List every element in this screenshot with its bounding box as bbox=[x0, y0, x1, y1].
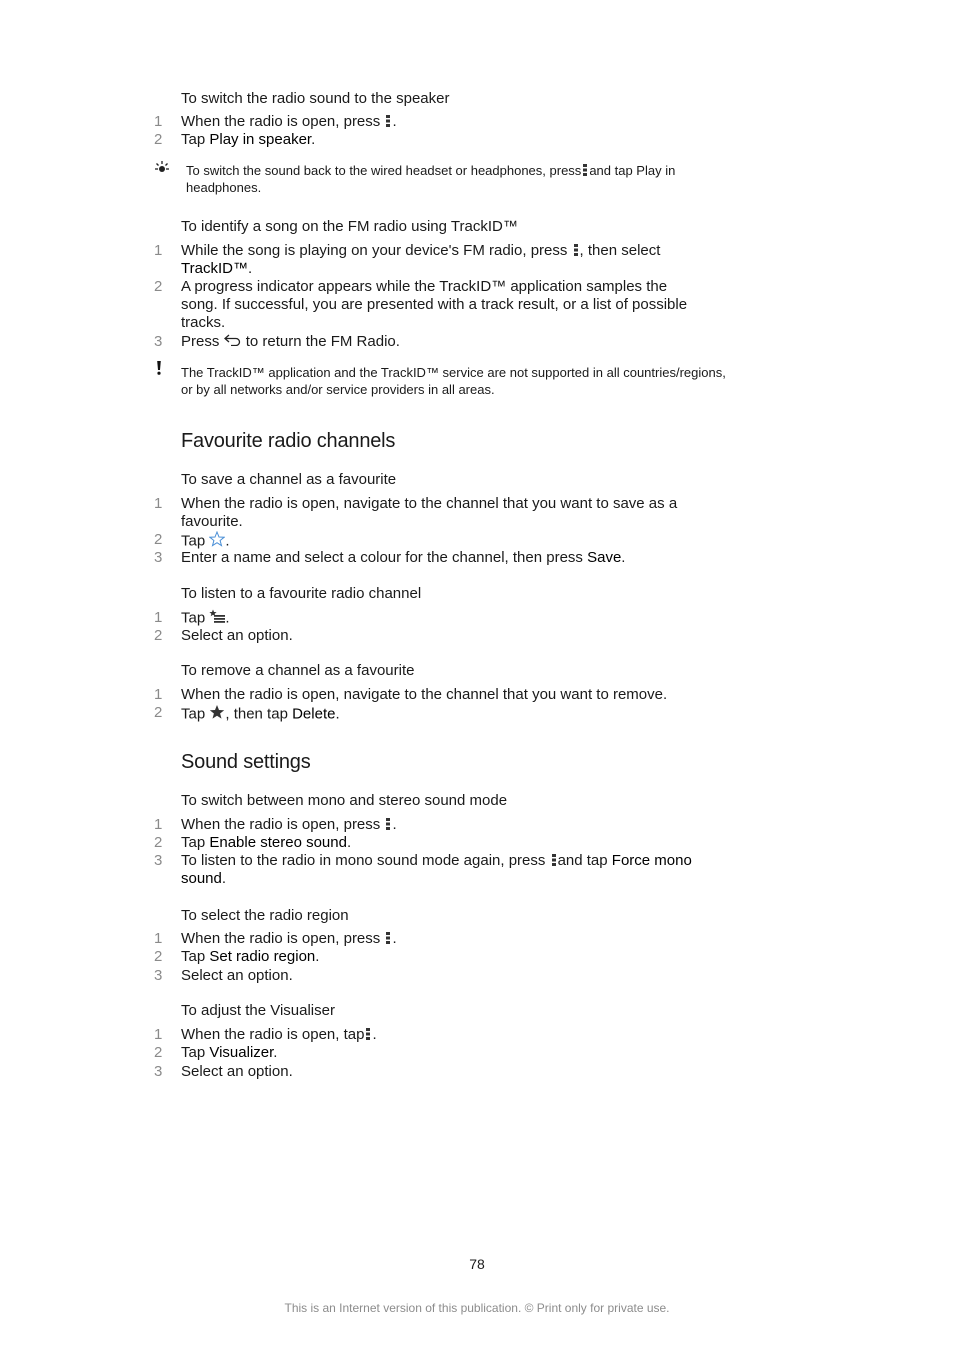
step-text: Enter a name and select a colour for the channel, then press bbox=[181, 549, 583, 566]
step-text: Tap bbox=[181, 131, 206, 148]
step-text: When the radio is open, press bbox=[181, 930, 381, 947]
step-text: Tap bbox=[181, 1044, 206, 1061]
step-number: 1 bbox=[154, 242, 163, 259]
menu-icon bbox=[552, 854, 556, 866]
step-number: 2 bbox=[154, 278, 163, 295]
subheading-mono-stereo: To switch between mono and stereo sound mode bbox=[181, 792, 508, 809]
ui-label: Play in speaker bbox=[209, 131, 312, 148]
subheading-save-favourite: To save a channel as a favourite bbox=[181, 471, 397, 488]
step-text: When the radio is open, navigate to the channel that you want to remove. bbox=[181, 686, 668, 703]
step-text: , then select bbox=[579, 242, 661, 259]
ui-label: Save bbox=[587, 549, 622, 566]
section-heading-favourites: Favourite radio channels bbox=[181, 430, 396, 452]
step-text: Tap bbox=[181, 609, 206, 627]
step-number: 1 bbox=[154, 816, 163, 833]
subheading-radio-region: To select the radio region bbox=[181, 907, 349, 924]
menu-icon bbox=[386, 932, 390, 944]
step-text: Tap bbox=[181, 705, 206, 723]
step-text: Tap bbox=[181, 948, 206, 965]
menu-icon bbox=[386, 818, 390, 830]
footer-notice: This is an Internet version of this publication. © Print only for private use. bbox=[284, 1301, 670, 1315]
tip-text: headphones. bbox=[186, 180, 262, 195]
step-text: A progress indicator appears while the TrackID™ application samples the bbox=[181, 278, 668, 295]
subheading-listen-favourite: To listen to a favourite radio channel bbox=[181, 585, 422, 602]
section-heading-sound: Sound settings bbox=[181, 751, 311, 773]
step-text: and tap bbox=[557, 852, 608, 869]
step-text: While the song is playing on your device's FM radio, press bbox=[181, 242, 568, 259]
step-number: 1 bbox=[154, 495, 163, 512]
step-number: 1 bbox=[154, 686, 163, 703]
warning-text: The TrackID™ application and the TrackID™ service are not supported in all countries/regions, bbox=[181, 365, 726, 380]
step-text: song. If successful, you are presented with a track result, or a list of possible bbox=[181, 296, 688, 313]
menu-icon bbox=[574, 244, 578, 256]
step-number: 2 bbox=[154, 1044, 163, 1061]
tip-icon bbox=[153, 160, 171, 181]
step-number: 3 bbox=[154, 549, 163, 566]
step-text: When the radio is open, tap bbox=[181, 1026, 365, 1043]
step-number: 1 bbox=[154, 930, 163, 947]
ui-label: Set radio region bbox=[209, 948, 316, 965]
step-text: Tap bbox=[181, 834, 206, 851]
step-number: 2 bbox=[154, 704, 163, 721]
ui-label: Force mono bbox=[611, 852, 692, 869]
subheading-trackid: To identify a song on the FM radio using TrackID™ bbox=[181, 218, 518, 235]
tip-text: and tap Play in bbox=[589, 163, 676, 178]
step-text: , then tap bbox=[225, 705, 288, 723]
step-text: To listen to the radio in mono sound mode again, press bbox=[181, 852, 546, 869]
step-number: 2 bbox=[154, 131, 163, 148]
step-number: 2 bbox=[154, 834, 163, 851]
subheading-visualiser: To adjust the Visualiser bbox=[181, 1002, 335, 1019]
menu-icon bbox=[366, 1028, 370, 1040]
subheading-switch-speaker: To switch the radio sound to the speaker bbox=[181, 90, 450, 107]
step-number: 1 bbox=[154, 1026, 163, 1043]
warning-note bbox=[181, 364, 821, 398]
step-text: When the radio is open, press bbox=[181, 113, 381, 130]
step-number: 1 bbox=[154, 609, 163, 626]
step-number: 3 bbox=[154, 967, 163, 984]
step-text: to return the FM Radio. bbox=[245, 333, 400, 350]
step-text: When the radio is open, press bbox=[181, 816, 381, 833]
step-text: favourite. bbox=[181, 513, 243, 530]
step-text: Press bbox=[181, 333, 220, 350]
step-number: 2 bbox=[154, 531, 163, 548]
step-number: 2 bbox=[154, 627, 163, 644]
step-text: Select an option. bbox=[181, 627, 293, 644]
star-filled-icon bbox=[209, 704, 225, 725]
menu-icon bbox=[583, 164, 587, 176]
step-text: When the radio is open, navigate to the channel that you want to save as a bbox=[181, 495, 678, 512]
subheading-remove-favourite: To remove a channel as a favourite bbox=[181, 662, 415, 679]
step-text: Tap bbox=[181, 532, 206, 550]
ui-label: Visualizer bbox=[209, 1044, 274, 1061]
step-number: 3 bbox=[154, 1063, 163, 1080]
back-icon bbox=[224, 333, 242, 351]
step-text: Select an option. bbox=[181, 1063, 293, 1080]
ui-label: Enable stereo sound bbox=[209, 834, 347, 851]
tip-text: To switch the sound back to the wired headset or headphones, press bbox=[186, 163, 582, 178]
step-number: 2 bbox=[154, 948, 163, 965]
ui-label: sound bbox=[181, 870, 222, 887]
warning-text: or by all networks and/or service providers in all areas. bbox=[181, 382, 495, 397]
page-number: 78 bbox=[469, 1256, 485, 1272]
warning-icon bbox=[156, 361, 162, 380]
step-number: 3 bbox=[154, 852, 163, 869]
menu-icon bbox=[386, 115, 390, 127]
step-number: 3 bbox=[154, 333, 163, 350]
tip-note bbox=[186, 162, 786, 196]
favourite-list-icon bbox=[209, 609, 225, 628]
step-text: tracks. bbox=[181, 314, 226, 331]
ui-label: Delete bbox=[292, 705, 336, 723]
step-number: 1 bbox=[154, 113, 163, 130]
ui-label: TrackID™ bbox=[181, 260, 248, 277]
step-text: Select an option. bbox=[181, 967, 293, 984]
